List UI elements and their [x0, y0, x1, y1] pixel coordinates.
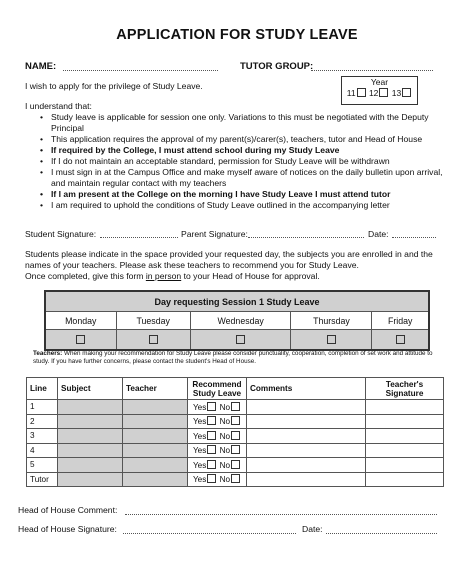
day-cell [190, 330, 291, 351]
year-option-11: 11 [346, 88, 356, 98]
hoh-date-field[interactable] [326, 533, 437, 534]
no-checkbox[interactable] [231, 431, 240, 440]
recommend-cell: Yes No [188, 458, 247, 473]
signature-cell[interactable] [366, 400, 444, 415]
teacher-cell[interactable] [123, 443, 188, 458]
bullet-item: • Study leave is applicable for session one only. Variations to this must be negotiated with the Deputy Principal [40, 112, 429, 133]
bullet-item: • I must sign in at the Campus Office and make myself aware of notices on the daily bulletin upon arrival, and maintain regular contact with my teachers [40, 167, 443, 188]
teachers-note: Teachers: When making your recommendation for Study Leave please consider punctuality, cooperation, completion of set work and attitude to study. If you have further concerns, please contact the student's Head of House. [33, 350, 433, 366]
day-table-heading: Day requesting Session 1 Study Leave [45, 291, 429, 312]
table-row [27, 414, 444, 429]
no-checkbox[interactable] [231, 416, 240, 425]
teacher-cell[interactable] [123, 414, 188, 429]
line-number: Tutor [27, 472, 58, 487]
col-header: Teacher's Signature [366, 378, 444, 400]
form-title: APPLICATION FOR STUDY LEAVE [116, 27, 358, 43]
year-11-checkbox[interactable] [357, 88, 366, 97]
year-options [342, 88, 417, 99]
yes-checkbox[interactable] [207, 445, 216, 454]
subject-cell[interactable] [58, 443, 123, 458]
comments-cell[interactable] [247, 472, 366, 487]
table-row [27, 472, 444, 487]
parent-signature-label: Parent Signature: [181, 229, 248, 239]
bullet-item: • If I do not maintain an acceptable standard, permission for Study Leave will be withdrawn [40, 156, 390, 166]
yes-checkbox[interactable] [207, 460, 216, 469]
year-label: Year [370, 77, 389, 87]
teacher-cell[interactable] [123, 458, 188, 473]
bullet-item: • This application requires the approval of my parent(s)/carer(s), teachers, tutor and Head of House [40, 134, 423, 144]
recommend-cell: Yes No [188, 472, 247, 487]
table-row [27, 443, 444, 458]
day-header: Tuesday [116, 312, 190, 330]
no-checkbox[interactable] [231, 445, 240, 454]
yes-checkbox[interactable] [207, 431, 216, 440]
subject-cell[interactable] [58, 429, 123, 444]
subject-cell[interactable] [58, 400, 123, 415]
day-header: Wednesday [190, 312, 291, 330]
year-option-12: 12 [368, 88, 379, 98]
line-number: 4 [27, 443, 58, 458]
tutor-group-label: TUTOR GROUP: [240, 61, 314, 72]
subject-cell[interactable] [58, 472, 123, 487]
recommend-cell: Yes No [188, 443, 247, 458]
name-field[interactable] [63, 70, 218, 71]
comments-cell[interactable] [247, 414, 366, 429]
bullet-item: • If required by the College, I must attend school during my Study Leave [40, 145, 340, 155]
comments-cell[interactable] [247, 400, 366, 415]
col-header: Comments [247, 378, 366, 400]
comments-cell[interactable] [247, 443, 366, 458]
year-option-13: 13 [391, 88, 402, 98]
comments-cell[interactable] [247, 458, 366, 473]
teacher-cell[interactable] [123, 472, 188, 487]
student-signature-field[interactable] [100, 237, 178, 238]
table-row [27, 458, 444, 473]
signature-cell[interactable] [366, 458, 444, 473]
yes-checkbox[interactable] [207, 402, 216, 411]
hoh-comment-label: Head of House Comment: [18, 505, 118, 515]
day-cell [116, 330, 190, 351]
hoh-comment-field[interactable] [125, 514, 437, 515]
year-box [341, 76, 418, 105]
date-field[interactable] [392, 237, 436, 238]
col-header: Teacher [123, 378, 188, 400]
comments-cell[interactable] [247, 429, 366, 444]
bullet-item: • If I am present at the College on the morning I have Study Leave I must attend tutor [40, 189, 391, 199]
recommend-cell: Yes No [188, 414, 247, 429]
subject-cell[interactable] [58, 458, 123, 473]
signature-cell[interactable] [366, 429, 444, 444]
line-number: 3 [27, 429, 58, 444]
understand-text: I understand that: [25, 101, 92, 111]
teacher-cell[interactable] [123, 400, 188, 415]
apply-text: I wish to apply for the privilege of Study Leave. [25, 81, 203, 91]
hoh-signature-label: Head of House Signature: [18, 524, 117, 534]
date-label: Date: [368, 229, 389, 239]
line-number: 1 [27, 400, 58, 415]
instructions: Students please indicate in the space provided your requested day, the subjects you are enrolled in and the names of your teachers. Please ask these teachers to recommend you for Study Leave. Once completed, give this form in person to your Head of House for approval. [25, 249, 433, 281]
line-number: 5 [27, 458, 58, 473]
day-cell [372, 330, 429, 351]
no-checkbox[interactable] [231, 402, 240, 411]
parent-signature-field[interactable] [248, 237, 364, 238]
yes-checkbox[interactable] [207, 416, 216, 425]
friday-checkbox[interactable] [396, 335, 405, 344]
wednesday-checkbox[interactable] [236, 335, 245, 344]
day-header: Thursday [291, 312, 372, 330]
no-checkbox[interactable] [231, 474, 240, 483]
recommend-cell: Yes No [188, 400, 247, 415]
signature-cell[interactable] [366, 472, 444, 487]
no-checkbox[interactable] [231, 460, 240, 469]
subject-cell[interactable] [58, 414, 123, 429]
day-header: Monday [45, 312, 116, 330]
table-row [27, 400, 444, 415]
col-header: Recommend Study Leave [188, 378, 247, 400]
year-13-checkbox[interactable] [402, 88, 411, 97]
signature-cell[interactable] [366, 414, 444, 429]
day-cell [291, 330, 372, 351]
col-header: Line [27, 378, 58, 400]
col-header: Subject [58, 378, 123, 400]
recommend-cell: Yes No [188, 429, 247, 444]
hoh-signature-field[interactable] [123, 533, 296, 534]
name-label: NAME: [25, 61, 57, 72]
thursday-checkbox[interactable] [327, 335, 336, 344]
yes-checkbox[interactable] [207, 474, 216, 483]
student-signature-label: Student Signature: [25, 229, 97, 239]
signature-cell[interactable] [366, 443, 444, 458]
year-12-checkbox[interactable] [379, 88, 388, 97]
line-number: 2 [27, 414, 58, 429]
table-row [27, 429, 444, 444]
tuesday-checkbox[interactable] [149, 335, 158, 344]
day-cell [45, 330, 116, 351]
day-header: Friday [372, 312, 429, 330]
bullet-item: • I am required to uphold the conditions of Study Leave outlined in the accompanying letter [40, 200, 390, 210]
teacher-cell[interactable] [123, 429, 188, 444]
tutor-group-field[interactable] [311, 70, 433, 71]
day-request-table [44, 290, 430, 351]
monday-checkbox[interactable] [76, 335, 85, 344]
recommendation-table [26, 377, 444, 487]
hoh-date-label: Date: [302, 524, 323, 534]
